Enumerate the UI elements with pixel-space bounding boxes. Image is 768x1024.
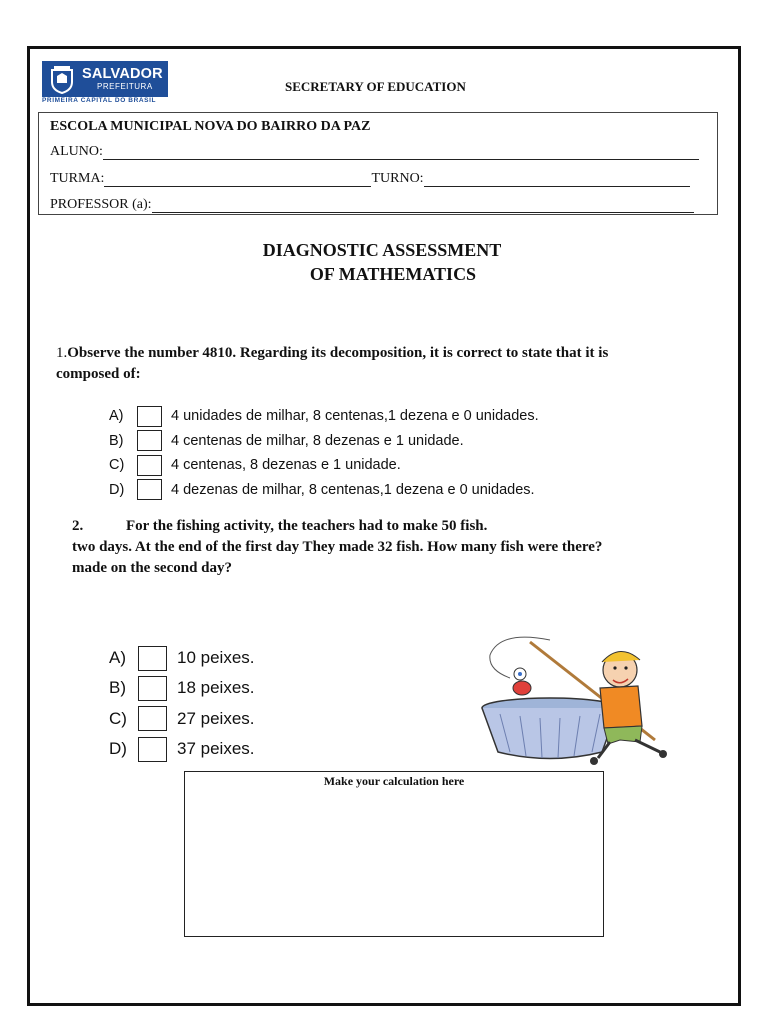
- option-letter: C): [109, 457, 125, 474]
- option-text: 4 unidades de milhar, 8 centenas,1 dezena e 0 unidades.: [171, 408, 539, 425]
- turma-turno-row: [50, 171, 690, 187]
- logo-tagline: PRIMEIRA CAPITAL DO BRASIL: [42, 97, 157, 104]
- question2-options: [109, 643, 255, 764]
- option-text: 4 centenas de milhar, 8 dezenas e 1 unidade.: [171, 432, 464, 449]
- question1-option-d: [109, 478, 539, 503]
- question2-number: 2.: [72, 518, 84, 534]
- professor-field[interactable]: [152, 198, 694, 213]
- header-title: SECRETARY OF EDUCATION: [285, 79, 466, 94]
- option-letter: B): [109, 432, 124, 449]
- question1-line2: composed of:: [56, 366, 141, 382]
- question1-options: [109, 404, 539, 502]
- boy-fishing-illustration: [470, 630, 680, 775]
- question1-option-c: [109, 453, 539, 478]
- question2-option-d: [109, 734, 255, 764]
- option-letter: B): [109, 678, 126, 698]
- option-text: 37 peixes.: [177, 739, 255, 759]
- calculation-area[interactable]: [184, 771, 604, 937]
- question2-line3: made on the second day?: [72, 560, 233, 576]
- aluno-field[interactable]: [103, 145, 699, 160]
- student-info-box: [38, 112, 718, 215]
- option-letter: D): [109, 481, 125, 498]
- option-letter: D): [109, 739, 127, 759]
- aluno-row: [50, 144, 699, 160]
- question1-option-a: [109, 404, 539, 429]
- option-checkbox[interactable]: [137, 455, 162, 476]
- option-checkbox[interactable]: [137, 406, 162, 427]
- option-checkbox[interactable]: [138, 706, 167, 731]
- question2-option-c: [109, 704, 255, 734]
- aluno-label: ALUNO:: [50, 144, 103, 159]
- option-letter: C): [109, 708, 127, 728]
- question1-option-b: [109, 429, 539, 454]
- question1-number: 1.: [56, 345, 68, 361]
- city-emblem-icon: [48, 64, 76, 94]
- question1-line1: Observe the number 4810. Regarding its decomposition, it is correct to state that it is: [67, 345, 609, 361]
- turma-field[interactable]: [104, 172, 371, 187]
- option-letter: A): [109, 648, 126, 668]
- salvador-logo: [42, 61, 168, 107]
- option-letter: A): [109, 408, 124, 425]
- school-name: ESCOLA MUNICIPAL NOVA DO BAIRRO DA PAZ: [50, 119, 371, 134]
- option-checkbox[interactable]: [138, 646, 167, 671]
- question2-line2: two days. At the end of the first day They made 32 fish. How many fish were there?: [72, 539, 603, 555]
- calculation-label: Make your calculation here: [323, 774, 465, 788]
- question2-line1: For the fishing activity, the teachers had to make 50 fish.: [126, 518, 488, 534]
- assessment-title-line2: OF MATHEMATICS: [309, 264, 477, 284]
- question2-text: [72, 516, 602, 579]
- professor-row: [50, 197, 694, 213]
- turno-label: TURNO:: [371, 171, 424, 186]
- turno-field[interactable]: [424, 172, 690, 187]
- option-text: 4 dezenas de milhar, 8 centenas,1 dezena e 0 unidades.: [171, 481, 535, 498]
- question2-option-b: [109, 673, 255, 703]
- option-checkbox[interactable]: [138, 737, 167, 762]
- logo-banner: [42, 61, 168, 97]
- option-checkbox[interactable]: [137, 479, 162, 500]
- turma-label: TURMA:: [50, 171, 105, 186]
- logo-subtitle: PREFEITURA: [97, 82, 153, 91]
- logo-name: SALVADOR: [82, 66, 163, 82]
- option-text: 4 centenas, 8 dezenas e 1 unidade.: [171, 457, 401, 474]
- professor-label: PROFESSOR (a):: [50, 197, 152, 212]
- question1-text: [56, 343, 608, 385]
- question2-option-a: [109, 643, 255, 673]
- option-checkbox[interactable]: [137, 430, 162, 451]
- option-text: 10 peixes.: [177, 648, 255, 668]
- option-text: 27 peixes.: [177, 708, 255, 728]
- assessment-title-line1: DIAGNOSTIC ASSESSMENT: [262, 240, 502, 260]
- option-checkbox[interactable]: [138, 676, 167, 701]
- option-text: 18 peixes.: [177, 678, 255, 698]
